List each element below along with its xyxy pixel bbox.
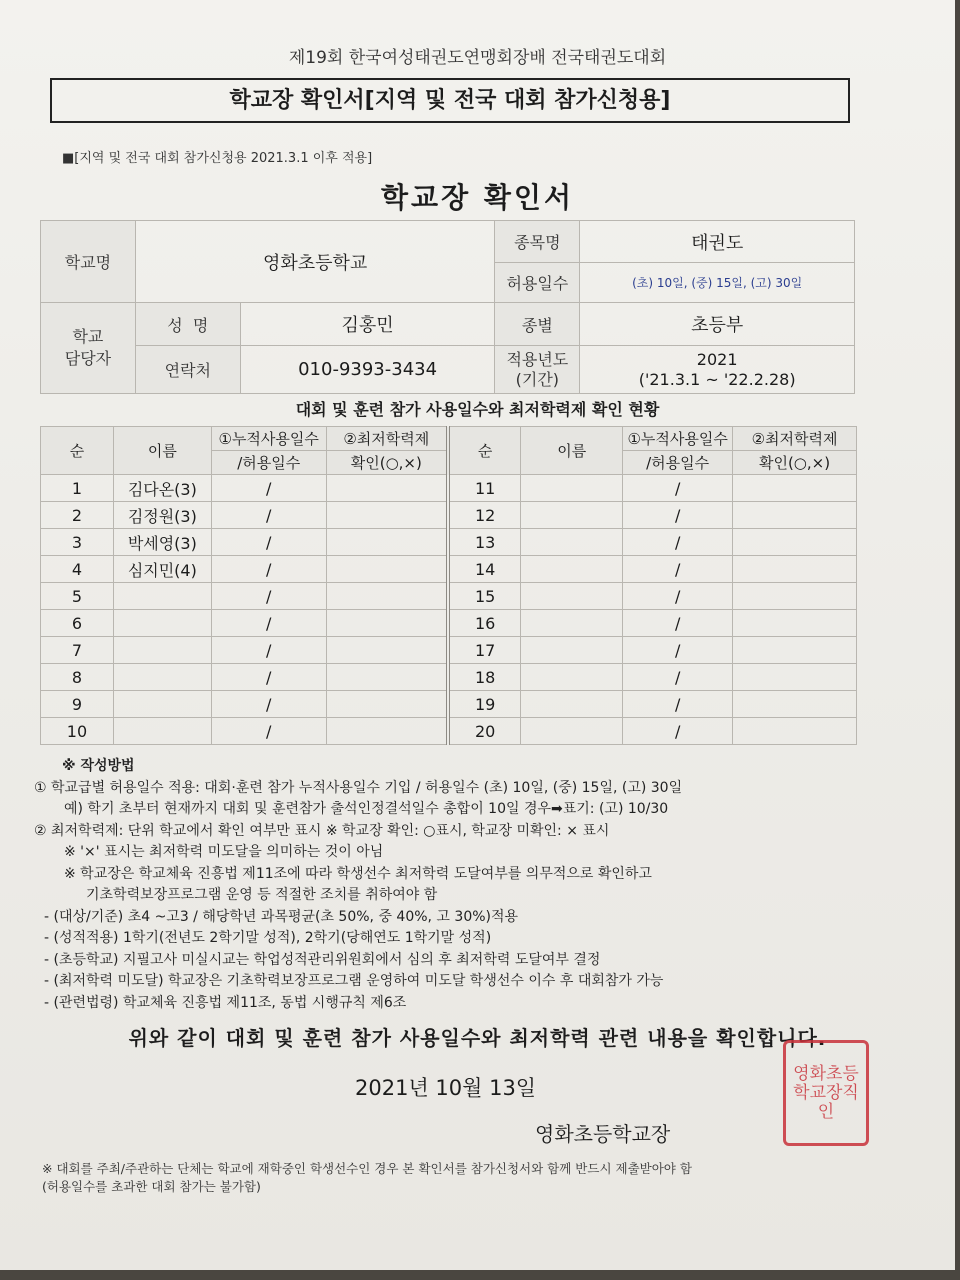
academic-cell (326, 610, 448, 637)
seq-cell: 18 (448, 664, 521, 691)
category-label: 종별 (495, 303, 580, 346)
detail-5: - (관련법령) 학교체육 진흥법 제11조, 동법 시행규칙 제6조 (44, 994, 407, 1011)
roster-row (41, 502, 857, 529)
allowed-days-value: (초) 10일, (중) 15일, (고) 30일 (580, 263, 855, 303)
academic-cell (733, 610, 857, 637)
seq-cell: 6 (41, 610, 114, 637)
seq-cell: 1 (41, 475, 114, 502)
academic-cell (733, 475, 857, 502)
principal-name: 영화초등학교장 (535, 1122, 671, 1146)
category-value: 초등부 (580, 303, 855, 346)
academic-cell (733, 583, 857, 610)
footnote-line-1: ※ 대회를 주최/주관하는 단체는 학교에 재학중인 학생선수인 경우 본 확인서를 참가신청서와 함께 반드시 제출받아야 함 (42, 1161, 692, 1176)
academic-cell (326, 664, 448, 691)
confirmation-date: 2021년 10월 13일 (355, 1076, 537, 1100)
name-cell: 김다온(3) (113, 475, 211, 502)
academic-cell (326, 691, 448, 718)
roster-row (41, 664, 857, 691)
writing-instructions (34, 756, 914, 1014)
days-cell: / (623, 502, 733, 529)
event-name: 제19회 한국여성태권도연맹회장배 전국태권도대회 (288, 48, 667, 68)
days-cell: / (211, 556, 326, 583)
days-cell: / (211, 691, 326, 718)
seq-cell: 20 (448, 718, 521, 745)
academic-cell (326, 637, 448, 664)
main-title: 학교장 확인서 (380, 181, 575, 214)
applicability-note: ■[지역 및 전국 대회 참가신청용 2021.3.1 이후 적용] (62, 151, 373, 166)
name-cell (113, 718, 211, 745)
days-cell: / (623, 529, 733, 556)
roster-row (41, 529, 857, 556)
days-cell: / (211, 637, 326, 664)
allowed-days-label: 허용일수 (495, 263, 580, 303)
year-label: 적용년도 (기간) (495, 346, 580, 394)
days-cell: / (211, 502, 326, 529)
header-academic-top: ②최저학력제 (326, 427, 448, 451)
days-cell: / (211, 718, 326, 745)
days-cell: / (211, 664, 326, 691)
academic-cell (733, 502, 857, 529)
header-academic-bottom: 확인(○,×) (326, 451, 448, 475)
year-cell (580, 346, 855, 394)
header-seq-right: 순 (448, 427, 521, 475)
seq-cell: 17 (448, 637, 521, 664)
days-cell: / (623, 556, 733, 583)
academic-cell (326, 529, 448, 556)
contact-person-label: 학교 담당자 (41, 303, 136, 394)
header-days-bottom: /허용일수 (211, 451, 326, 475)
detail-3: - (초등학교) 지필고사 미실시교는 학업성적관리위원회에서 심의 후 최저학력 도달여부 결정 (44, 951, 601, 968)
header-days-bottom-right: /허용일수 (623, 451, 733, 475)
days-cell: / (623, 475, 733, 502)
academic-cell (733, 664, 857, 691)
seq-cell: 3 (41, 529, 114, 556)
note-2: ② 최저학력제: 단위 학교에서 확인 여부만 표시 ※ 학교장 확인: ○표시, 학교장 미확인: × 표시 (34, 822, 610, 839)
name-cell (113, 637, 211, 664)
days-cell: / (623, 691, 733, 718)
roster-row (41, 691, 857, 718)
roster-body (41, 475, 857, 745)
roster-row (41, 556, 857, 583)
header-academic-top-right: ②최저학력제 (733, 427, 857, 451)
seq-cell: 7 (41, 637, 114, 664)
days-cell: / (211, 610, 326, 637)
detail-4: - (최저학력 미도달) 학교장은 기초학력보장프로그램 운영하여 미도달 학생선수 이수 후 대회참가 가능 (44, 973, 664, 989)
note-1-example: 예) 학기 초부터 현재까지 대회 및 훈련참가 출석인정결석일수 총합이 10일 경우➡표기: (고) 10/30 (64, 801, 669, 817)
name-cell (521, 529, 623, 556)
notes-heading: ※ 작성방법 (62, 758, 135, 774)
school-name-label: 학교명 (41, 221, 136, 303)
days-cell: / (623, 583, 733, 610)
note-1: ① 학교급별 허용일수 적용: 대회·훈련 참가 누적사용일수 기입 / 허용일수 (초) 10일, (중) 15일, (고) 30일 (34, 779, 683, 796)
seq-cell: 11 (448, 475, 521, 502)
name-cell (521, 502, 623, 529)
days-cell: / (211, 583, 326, 610)
phone-label: 연락처 (135, 346, 240, 394)
seq-cell: 5 (41, 583, 114, 610)
seq-cell: 2 (41, 502, 114, 529)
note-2b: ※ 학교장은 학교체육 진흥법 제11조에 따라 학생선수 최저학력 도달여부를 의무적으로 확인하고 (64, 865, 652, 882)
header-name: 이름 (113, 427, 211, 475)
header-academic-bottom-right: 확인(○,×) (733, 451, 857, 475)
days-cell: / (211, 529, 326, 556)
seq-cell: 14 (448, 556, 521, 583)
name-cell: 박세영(3) (113, 529, 211, 556)
seq-cell: 16 (448, 610, 521, 637)
seq-cell: 9 (41, 691, 114, 718)
name-cell (113, 691, 211, 718)
note-2a: ※ '×' 표시는 최저학력 미도달을 의미하는 것이 아님 (64, 844, 384, 860)
header-name-right: 이름 (521, 427, 623, 475)
roster-title: 대회 및 훈련 참가 사용일수와 최저학력제 확인 현황 (295, 400, 660, 419)
academic-cell (326, 556, 448, 583)
school-info-table (40, 220, 855, 394)
school-name-value: 영화초등학교 (135, 221, 495, 303)
seq-cell: 8 (41, 664, 114, 691)
footnote (42, 1160, 692, 1196)
name-cell (521, 556, 623, 583)
phone-value: 010-9393-3434 (240, 346, 495, 394)
year-value: 2021 (696, 349, 738, 369)
header-days-top: ①누적사용일수 (211, 427, 326, 451)
seq-cell: 13 (448, 529, 521, 556)
name-cell (113, 583, 211, 610)
academic-cell (326, 583, 448, 610)
confirmation-statement: 위와 같이 대회 및 훈련 참가 사용일수와 최저학력 관련 내용을 확인합니다. (128, 1026, 827, 1050)
seq-cell: 19 (448, 691, 521, 718)
contact-name-label: 성 명 (135, 303, 240, 346)
days-cell: / (211, 475, 326, 502)
name-cell: 김정원(3) (113, 502, 211, 529)
roster-row (41, 475, 857, 502)
days-cell: / (623, 664, 733, 691)
roster-row (41, 637, 857, 664)
period-value: ('21.3.1 ~ '22.2.28) (638, 369, 796, 389)
sport-label: 종목명 (495, 221, 580, 263)
name-cell (521, 475, 623, 502)
roster-row (41, 610, 857, 637)
name-cell (521, 718, 623, 745)
academic-cell (733, 637, 857, 664)
academic-cell (733, 691, 857, 718)
seal-text: 영화초등학교장직인 (793, 1063, 859, 1122)
name-cell (521, 637, 623, 664)
detail-1: - (대상/기준) 초4 ~고3 / 해당학년 과목평균(초 50%, 중 40%, 고 30%)적용 (44, 908, 519, 925)
days-cell: / (623, 718, 733, 745)
seq-cell: 12 (448, 502, 521, 529)
header-days-top-right: ①누적사용일수 (623, 427, 733, 451)
sport-value: 태권도 (580, 221, 855, 263)
detail-2: - (성적적용) 1학기(전년도 2학기말 성적), 2학기(당해연도 1학기말 성적) (44, 930, 492, 946)
seq-cell: 15 (448, 583, 521, 610)
roster-table (40, 426, 857, 745)
name-cell (521, 583, 623, 610)
academic-cell (733, 718, 857, 745)
roster-row (41, 718, 857, 745)
footnote-line-2: (허용일수를 초과한 대회 참가는 불가함) (42, 1179, 261, 1194)
seq-cell: 10 (41, 718, 114, 745)
name-cell (113, 610, 211, 637)
days-cell: / (623, 610, 733, 637)
name-cell (521, 691, 623, 718)
contact-name-value: 김홍민 (240, 303, 495, 346)
academic-cell (326, 718, 448, 745)
academic-cell (326, 502, 448, 529)
academic-cell (326, 475, 448, 502)
name-cell (521, 610, 623, 637)
name-cell: 심지민(4) (113, 556, 211, 583)
days-cell: / (623, 637, 733, 664)
document-title-box: 학교장 확인서[지역 및 전국 대회 참가신청용] (50, 78, 850, 123)
official-seal (783, 1040, 869, 1146)
note-2c: 기초학력보장프로그램 운영 등 적절한 조치를 취하여야 함 (86, 887, 438, 903)
name-cell (113, 664, 211, 691)
seq-cell: 4 (41, 556, 114, 583)
header-seq: 순 (41, 427, 114, 475)
name-cell (521, 664, 623, 691)
roster-row (41, 583, 857, 610)
academic-cell (733, 529, 857, 556)
academic-cell (733, 556, 857, 583)
